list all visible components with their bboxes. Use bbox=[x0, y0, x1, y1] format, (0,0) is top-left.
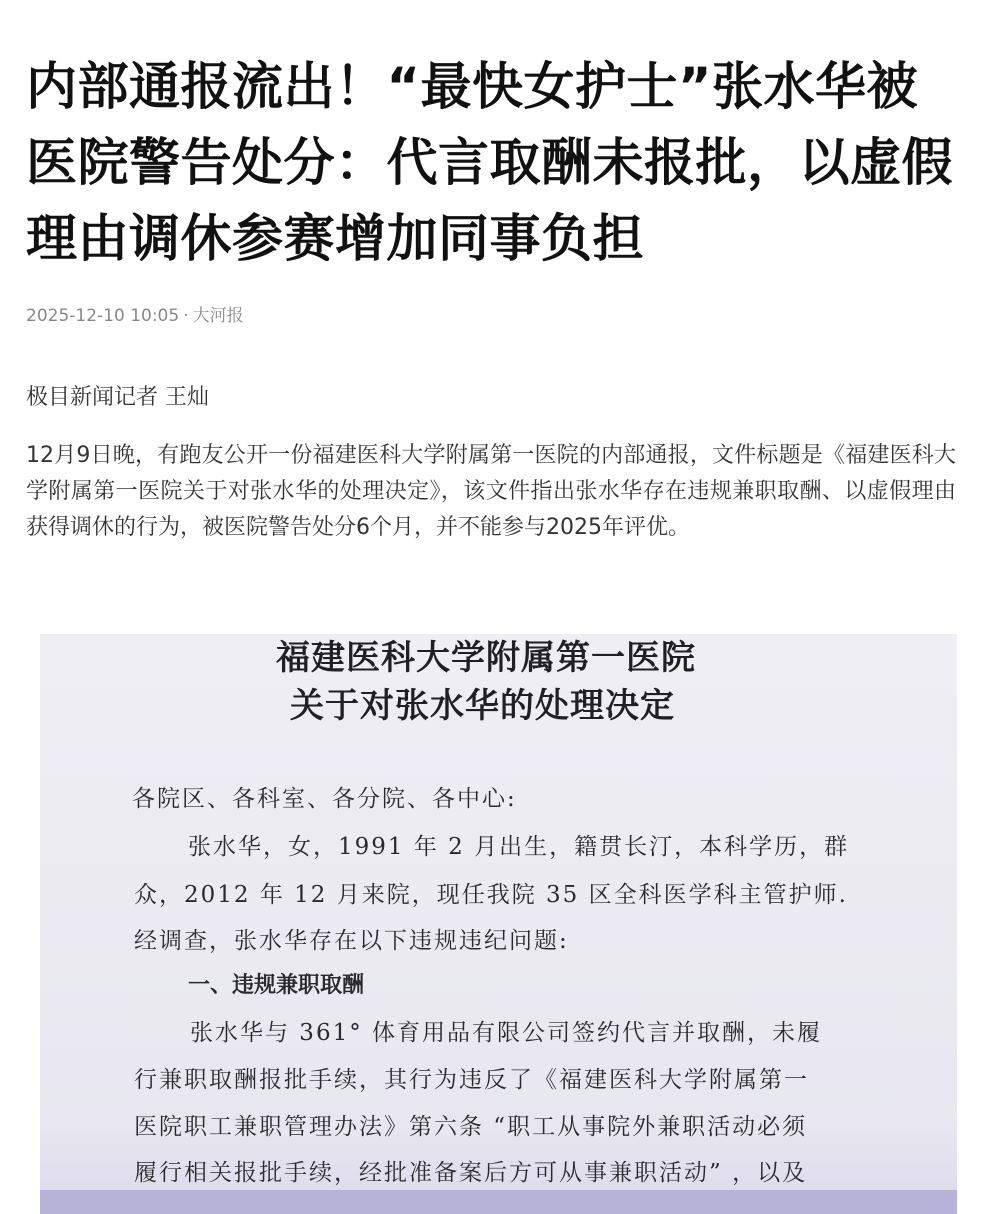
document-title-line-2: 关于对张水华的处理决定 bbox=[290, 686, 675, 726]
document-photo[interactable] bbox=[40, 634, 957, 1214]
source-link[interactable]: 大河报 bbox=[192, 306, 244, 326]
document-line: 经调查，张水华存在以下违规违纪问题: bbox=[134, 928, 569, 954]
document-line: 各院区、各科室、各分院、各中心: bbox=[132, 786, 517, 812]
document-line: 张水华，女，1991 年 2 月出生，籍贯长汀，本科学历，群 bbox=[188, 834, 850, 860]
document-line: 张水华与 361° 体育用品有限公司签约代言并取酬，未履 bbox=[190, 1020, 823, 1046]
document-line: 履行相关报批手续，经批准备案后方可从事兼职活动” ，以及 bbox=[134, 1160, 808, 1186]
document-section-heading: 一、违规兼职取酬 bbox=[188, 973, 365, 998]
document-line: 行兼职取酬报批手续，其行为违反了《福建医科大学附属第一 bbox=[134, 1067, 809, 1093]
article-headline: 内部通报流出！“最快女护士”张水华被医院警告处分：代言取酬未报批，以虚假理由调休参赛增加同事负担 bbox=[26, 58, 954, 269]
article-meta bbox=[26, 304, 956, 328]
author-byline: 极目新闻记者 王灿 bbox=[26, 385, 209, 410]
document-title-line-1: 福建医科大学附属第一医院 bbox=[276, 638, 696, 678]
article-paragraph: 12月9日晚，有跑友公开一份福建医科大学附属第一医院的内部通报，文件标题是《福建医科大学附属第一医院关于对张水华的处理决定》，该文件指出张水华存在违规兼职取酬、以虚假理由获得调休的行为，被医院警告处分6个月，并不能参与2025年评优。 bbox=[26, 443, 956, 540]
publish-date: 2025-12-10 10:05 bbox=[26, 306, 180, 326]
meta-separator: · bbox=[183, 306, 189, 326]
photo-bottom-band bbox=[40, 1190, 957, 1214]
document-line: 医院职工兼职管理办法》第六条 “职工从事院外兼职活动必须 bbox=[134, 1114, 808, 1140]
document-line: 众，2012 年 12 月来院，现任我院 35 区全科医学科主管护师. bbox=[134, 882, 848, 908]
